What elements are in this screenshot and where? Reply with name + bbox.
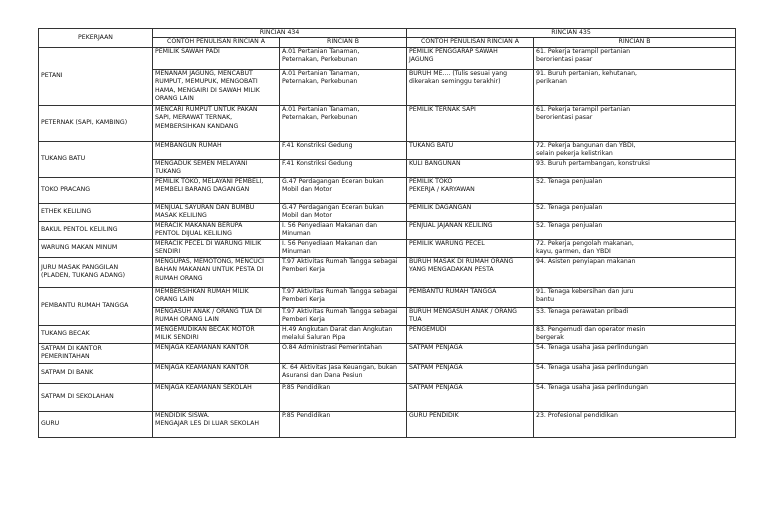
contoh-a-435-cell: PEMILIK DAGANGAN xyxy=(407,203,534,221)
rincian-b-434-cell: O.84 Administrasi Pemerintahan xyxy=(280,343,407,363)
contoh-a-434-cell: MENGADUK SEMEN MELAYANI TUKANG xyxy=(153,159,280,177)
rincian-b-434-cell: H.49 Angkutan Darat dan Angkutan melalui Saluran Pipa xyxy=(280,325,407,343)
rincian-b-435-cell: 61. Pekerja terampil pertanian berorientasi pasar xyxy=(534,105,736,141)
table-row xyxy=(39,177,736,203)
table-row xyxy=(39,239,736,257)
header-rincian-b-434: RINCIAN B xyxy=(280,38,407,47)
job-name-cell: PETERNAK (SAPI, KAMBING) xyxy=(39,105,153,141)
rincian-b-434-cell: F.41 Konstriksi Gedung xyxy=(280,159,407,177)
job-name-cell: SATPAM DI KANTOR PEMERINTAHAN xyxy=(39,343,153,363)
contoh-a-434-cell: MEMBANGUN RUMAH xyxy=(153,141,280,159)
table-row xyxy=(39,257,736,287)
contoh-a-434-cell: PEMILIK SAWAH PADI xyxy=(153,47,280,69)
contoh-a-434-cell: MENGEMUDIKAN BECAK MOTOR MILIK SENDIRI xyxy=(153,325,280,343)
rincian-b-434-cell: T.97 Aktivitas Rumah Tangga sebagai Pemberi Kerja xyxy=(280,287,407,307)
job-name-cell: BAKUL PENTOL KELILING xyxy=(39,221,153,239)
contoh-a-435-cell: PEMILIK PENGGARAP SAWAH JAGUNG xyxy=(407,47,534,69)
header-rincian-b-435: RINCIAN B xyxy=(534,38,736,47)
contoh-a-434-cell: MENJAGA KEAMANAN KANTOR xyxy=(153,343,280,363)
contoh-a-434-cell: MENJUAL SAYURAN DAN BUMBU MASAK KELILING xyxy=(153,203,280,221)
rincian-b-434-cell: T.97 Aktivitas Rumah Tangga sebagai Pemberi Kerja xyxy=(280,257,407,287)
job-name-cell: PETANI xyxy=(39,47,153,105)
contoh-a-434-cell: MENJAGA KEAMANAN KANTOR xyxy=(153,363,280,383)
rincian-table xyxy=(38,28,736,438)
contoh-a-434-cell: MENANAM JAGUNG, MENCABUT RUMPUT, MEMUPUK, MENGOBATI HAMA, MENGAIRI DI SAWAH MILIK ORANG LAIN xyxy=(153,69,280,105)
rincian-b-435-cell: 52. Tenaga penjualan xyxy=(534,203,736,221)
rincian-b-435-cell: 23. Profesional pendidikan xyxy=(534,411,736,437)
rincian-b-435-cell: 72. Pekerja bangunan dan YBDI, selain pekerja kelistrikan xyxy=(534,141,736,159)
job-name-cell: JURU MASAK PANGGILAN (PLADEN, TUKANG ADANG) xyxy=(39,257,153,287)
table-body xyxy=(39,47,736,437)
job-name-cell: GURU xyxy=(39,411,153,437)
table-row xyxy=(39,383,736,411)
contoh-a-435-cell: BURUH ME.... (Tulis sesuai yang dikerakan seminggu terakhir) xyxy=(407,69,534,105)
rincian-b-434-cell: A.01 Pertanian Tanaman, Peternakan, Perkebunan xyxy=(280,47,407,69)
contoh-a-435-cell: GURU PENDIDIK xyxy=(407,411,534,437)
contoh-a-435-cell: KULI BANGUNAN xyxy=(407,159,534,177)
header-rincian-435: RINCIAN 435 xyxy=(407,29,736,38)
table-row xyxy=(39,363,736,383)
table-row xyxy=(39,203,736,221)
rincian-b-435-cell: 93. Buruh pertambangan, konstruksi xyxy=(534,159,736,177)
table-row xyxy=(39,325,736,343)
job-name-cell: ETHEK KELILING xyxy=(39,203,153,221)
table-row xyxy=(39,343,736,363)
rincian-b-435-cell: 53. Tenaga perawatan pribadi xyxy=(534,307,736,325)
header-contoh-a-434: CONTOH PENULISAN RINCIAN A xyxy=(153,38,280,47)
rincian-b-434-cell: F.41 Konstriksi Gedung xyxy=(280,141,407,159)
rincian-b-435-cell: 91. Tenaga kebersihan dan juru bantu xyxy=(534,287,736,307)
rincian-b-434-cell: P.85 Pendidikan xyxy=(280,383,407,411)
contoh-a-434-cell: MENJAGA KEAMANAN SEKOLAH xyxy=(153,383,280,411)
table-row xyxy=(39,287,736,307)
rincian-b-435-cell: 54. Tenaga usaha jasa perlindungan xyxy=(534,363,736,383)
contoh-a-435-cell: SATPAM PENJAGA xyxy=(407,363,534,383)
contoh-a-434-cell: MEMBERSIHKAN RUMAH MILIK ORANG LAIN xyxy=(153,287,280,307)
contoh-a-434-cell: MERACIK MAKANAN BERUPA PENTOL DIJUAL KELILING xyxy=(153,221,280,239)
contoh-a-434-cell: MENDIDIK SISWA. MENGAJAR LES DI LUAR SEKOLAH xyxy=(153,411,280,437)
rincian-b-435-cell: 83. Pengemudi dan operator mesin bergerak xyxy=(534,325,736,343)
rincian-b-435-cell: 54. Tenaga usaha jasa perlindungan xyxy=(534,383,736,411)
contoh-a-435-cell: PEMILIK TOKO PEKERJA / KARYAWAN xyxy=(407,177,534,203)
job-name-cell: TUKANG BATU xyxy=(39,141,153,177)
table-row xyxy=(39,105,736,141)
document-page xyxy=(38,28,736,438)
rincian-b-435-cell: 54. Tenaga usaha jasa perlindungan xyxy=(534,343,736,363)
rincian-b-434-cell: A.01 Pertanian Tanaman, Peternakan, Perkebunan xyxy=(280,105,407,141)
table-row xyxy=(39,411,736,437)
job-name-cell: TUKANG BECAK xyxy=(39,325,153,343)
rincian-b-434-cell: P.85 Pendidikan xyxy=(280,411,407,437)
contoh-a-434-cell: MENCARI RUMPUT UNTUK PAKAN SAPI, MERAWAT TERNAK, MEMBERSIHKAN KANDANG xyxy=(153,105,280,141)
contoh-a-435-cell: PENGEMUDI xyxy=(407,325,534,343)
job-name-cell: WARUNG MAKAN MINUM xyxy=(39,239,153,257)
contoh-a-435-cell: SATPAM PENJAGA xyxy=(407,343,534,363)
contoh-a-435-cell: BURUH MENGASUH ANAK / ORANG TUA xyxy=(407,307,534,325)
rincian-b-435-cell: 94. Asisten penyiapan makanan xyxy=(534,257,736,287)
rincian-b-435-cell: 91. Buruh pertanian, kehutanan, perikanan xyxy=(534,69,736,105)
job-name-cell: SATPAM DI SEKOLAHAN xyxy=(39,383,153,411)
contoh-a-435-cell: TUKANG BATU xyxy=(407,141,534,159)
contoh-a-434-cell: MERACIK PECEL DI WARUNG MILIK SENDIRI xyxy=(153,239,280,257)
contoh-a-434-cell: MENGUPAS, MEMOTONG, MENCUCI BAHAN MAKANAN UNTUK PESTA DI RUMAH ORANG xyxy=(153,257,280,287)
rincian-b-434-cell: I. 56 Penyediaan Makanan dan Minuman xyxy=(280,239,407,257)
header-pekerjaan: PEKERJAAN xyxy=(39,29,153,48)
contoh-a-434-cell: PEMILIK TOKO, MELAYANI PEMBELI, MEMBELI BARANG DAGANGAN xyxy=(153,177,280,203)
job-name-cell: PEMBANTU RUMAH TANGGA xyxy=(39,287,153,325)
rincian-b-435-cell: 61. Pekerja terampil pertanian berorientasi pasar xyxy=(534,47,736,69)
table-row xyxy=(39,221,736,239)
header-contoh-a-435: CONTOH PENULISAN RINCIAN A xyxy=(407,38,534,47)
rincian-b-434-cell: I. 56 Penyediaan Makanan dan Minuman xyxy=(280,221,407,239)
contoh-a-435-cell: SATPAM PENJAGA xyxy=(407,383,534,411)
contoh-a-435-cell: PENJUAL JAJANAN KELILING xyxy=(407,221,534,239)
header-rincian-434: RINCIAN 434 xyxy=(153,29,407,38)
contoh-a-434-cell: MENGASUH ANAK / ORANG TUA DI RUMAH ORANG LAIN xyxy=(153,307,280,325)
contoh-a-435-cell: PEMILIK WARUNG PECEL xyxy=(407,239,534,257)
rincian-b-435-cell: 52. Tenaga penjualan xyxy=(534,177,736,203)
contoh-a-435-cell: BURUH MASAK DI RUMAH ORANG YANG MENGADAKAN PESTA xyxy=(407,257,534,287)
job-name-cell: TOKO PRACANG xyxy=(39,177,153,203)
rincian-b-434-cell: G.47 Perdagangan Eceran bukan Mobil dan Motor xyxy=(280,203,407,221)
rincian-b-434-cell: K. 64 Aktivitas Jasa Keuangan, bukan Asuransi dan Dana Pesiun xyxy=(280,363,407,383)
job-name-cell: SATPAM DI BANK xyxy=(39,363,153,383)
rincian-b-434-cell: G.47 Perdagangan Eceran bukan Mobil dan Motor xyxy=(280,177,407,203)
rincian-b-435-cell: 52. Tenaga penjualan xyxy=(534,221,736,239)
table-row xyxy=(39,141,736,159)
contoh-a-435-cell: PEMBANTU RUMAH TANGGA xyxy=(407,287,534,307)
table-row xyxy=(39,47,736,69)
rincian-b-434-cell: A.01 Pertanian Tanaman, Peternakan, Perkebunan xyxy=(280,69,407,105)
rincian-b-434-cell: T.97 Aktivitas Rumah Tangga sebagai Pemberi Kerja xyxy=(280,307,407,325)
rincian-b-435-cell: 72. Pekerja pengolah makanan, kayu, garmen, dan YBDI xyxy=(534,239,736,257)
contoh-a-435-cell: PEMILIK TERNAK SAPI xyxy=(407,105,534,141)
